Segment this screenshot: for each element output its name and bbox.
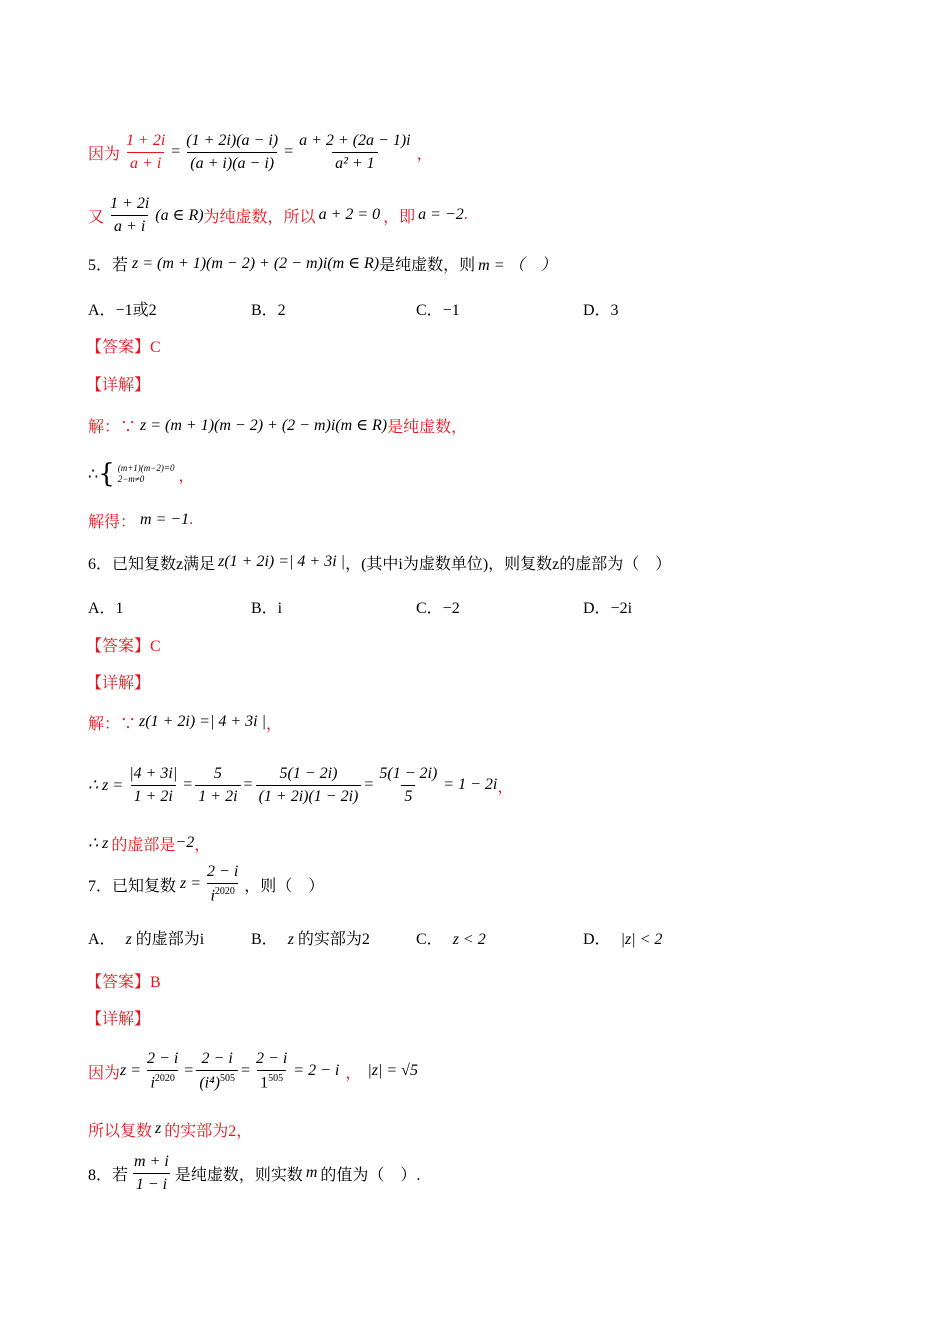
q5-system [88,458,194,490]
numerator: 1 + 2i [110,194,150,212]
text: . [463,206,468,223]
q6-solution-line-2 [88,757,513,813]
q6-solution-line-3 [88,831,210,855]
denominator: 5 [401,785,415,806]
numerator: 2 − i [201,1049,233,1067]
text: ， [416,145,433,163]
numerator: 2 − i [207,862,239,880]
therefore-symbol: ∴ [88,466,99,483]
text: ， [497,778,514,796]
question-number: 5．若 [88,256,129,274]
numerator: 2 − i [256,1049,288,1067]
text: 因为 [88,1064,121,1082]
text: 解得： [88,513,137,531]
text: 解：∵ [88,418,137,436]
option-label: D． [583,931,611,948]
numerator: (1 + 2i)(a − i) [186,131,279,149]
text: 解：∵ [88,715,137,733]
option-expression: z < 2 [452,931,486,948]
denominator: a + i [111,215,148,236]
detail-label: 【详解】 [86,377,151,394]
expression: z = (m + 1)(m − 2) + (2 − m)i(m ∈ R) [132,255,380,272]
question-8 [88,1148,420,1198]
expression: |z| = √5 [367,1062,418,1079]
option-b [251,926,370,949]
fraction [183,132,281,173]
text: 为纯虚数，所以 [203,208,316,226]
option-b: B．i [251,600,283,617]
answer-label: 【答案】C [86,638,161,655]
base: i [210,887,215,905]
answer-label: 【答案】C [86,339,161,356]
fraction [144,1050,181,1092]
equals: = [183,776,193,793]
expression: z = [120,1062,142,1079]
option-b: B．2 [251,302,286,319]
variable: z [155,1120,162,1137]
numerator: a + 2 + (2a − 1)i [299,131,411,149]
option-expression: |z| < 2 [620,931,663,948]
equation: a + 2 = 0 [318,206,381,223]
fraction [256,765,362,806]
q5-solution-line-1 [88,412,467,438]
option-d: D．−2i [583,600,633,617]
denominator [147,1070,177,1092]
expression: z = [180,875,202,892]
brace-icon: { [98,459,115,489]
option-c [416,926,486,949]
exponent: 2020 [154,1072,175,1084]
text: 是纯虚数， [387,418,468,436]
fraction [196,1050,238,1092]
text: ， [265,715,282,733]
answer-label: 【答案】B [86,974,161,991]
q5-solution-line-3 [88,508,193,532]
numerator: m + i [134,1152,169,1170]
numerator: 5(1 − 2i) [279,764,338,782]
text: 是纯虚数，则 [379,256,476,274]
system-line: 2−m≠0 [117,474,145,484]
fraction [253,1050,290,1092]
question-7 [88,860,324,908]
text: 的虚部是 [111,836,176,854]
denominator: a + i [127,152,164,173]
solution-line-1 [88,122,433,182]
equals: = [241,1062,251,1079]
q7-solution-line-2 [88,1117,252,1141]
equals: = [243,776,253,793]
equals: = [364,776,374,793]
option-label: C． [416,931,443,948]
expression: = 2 − i [293,1062,340,1079]
question-number: 7．已知复数 [88,877,177,895]
denominator: (1 + 2i)(1 − 2i) [256,785,362,806]
q7-solution-line-1 [88,1044,418,1098]
variable: m [305,1164,318,1181]
exponent: 505 [268,1072,284,1084]
fraction [204,863,241,905]
option-c: C．−1 [416,302,460,319]
expression: = 1 − 2i [443,776,498,793]
question-6 [88,550,671,574]
text: . [189,511,194,528]
expression: z = (m + 1)(m − 2) + (2 − m)i(m ∈ R) [140,417,388,434]
text: ， [178,467,195,485]
option-c: C．−2 [416,600,460,617]
ask: m = （ ） [478,256,557,274]
fraction [126,765,180,806]
equals: = [284,143,294,160]
exponent: 505 [220,1072,235,1084]
option-a: A．1 [88,600,124,617]
question-number: 8．若 [88,1166,129,1184]
text: ， [194,836,211,854]
variable: z [125,931,132,948]
fraction [131,1153,172,1194]
text: 的值为（ ）. [320,1166,421,1184]
exponent: 2020 [214,885,235,897]
question-number: 6．已知复数z满足 [88,555,216,573]
equals: = [171,143,181,160]
expression: ∴ z = [88,777,124,794]
numerator: 1 + 2i [126,131,166,149]
text: 所以复数 [88,1122,153,1140]
expression: m = −1 [140,511,190,528]
fraction [107,195,152,236]
text: 的实部为2， [164,1122,253,1140]
system-line: (m+1)(m−2)=0 [117,463,175,473]
numerator: 2 − i [147,1049,179,1067]
solution-line-2 [88,190,468,240]
text: ，则（ ） [244,877,325,895]
variable: z [287,931,294,948]
base: i [150,1074,155,1092]
denominator: 1 + 2i [195,785,240,806]
expression: ∴ z [88,835,109,852]
fraction [123,132,168,173]
fraction [376,765,440,806]
option-text: 的虚部为i [135,931,205,948]
option-a: A．−1或2 [88,302,157,319]
denominator: a² + 1 [332,152,378,173]
option-a [88,926,204,949]
base: 1 [260,1074,269,1092]
detail-label: 【详解】 [86,675,151,692]
text: 又 [88,208,105,226]
text: ，(其中i为虚数单位)，则复数z的虚部为（ ） [345,555,672,573]
q6-solution-line-1 [88,710,282,734]
detail-label: 【详解】 [86,1011,151,1028]
text: ， [345,1064,362,1082]
numerator: 5 [213,764,222,782]
numerator: |4 + 3i| [129,764,178,782]
denominator: 1 − i [133,1173,170,1194]
denominator: (a + i)(a − i) [187,152,277,173]
text: ，即 [383,208,416,226]
condition: (a ∈ R) [155,207,204,224]
question-5 [88,250,557,276]
option-label: A． [88,931,116,948]
option-d: D．3 [583,302,619,319]
option-label: B． [251,931,278,948]
expression: z(1 + 2i) =| 4 + 3i | [218,553,346,570]
base: (i⁴) [199,1074,220,1092]
equation-system [98,459,175,489]
equation: a = −2 [418,206,464,223]
denominator [207,883,237,905]
text: 是纯虚数，则实数 [174,1166,303,1184]
denominator [257,1070,286,1092]
equals: = [184,1062,194,1079]
text: 因为 [88,145,121,163]
denominator: 1 + 2i [131,785,176,806]
fraction [195,765,240,806]
expression: z(1 + 2i) =| 4 + 3i | [139,713,266,730]
option-text: 的实部为2 [297,931,370,948]
value: −2 [175,834,195,851]
option-d [583,926,662,949]
denominator [196,1070,238,1092]
numerator: 5(1 − 2i) [379,764,438,782]
fraction [296,132,414,173]
